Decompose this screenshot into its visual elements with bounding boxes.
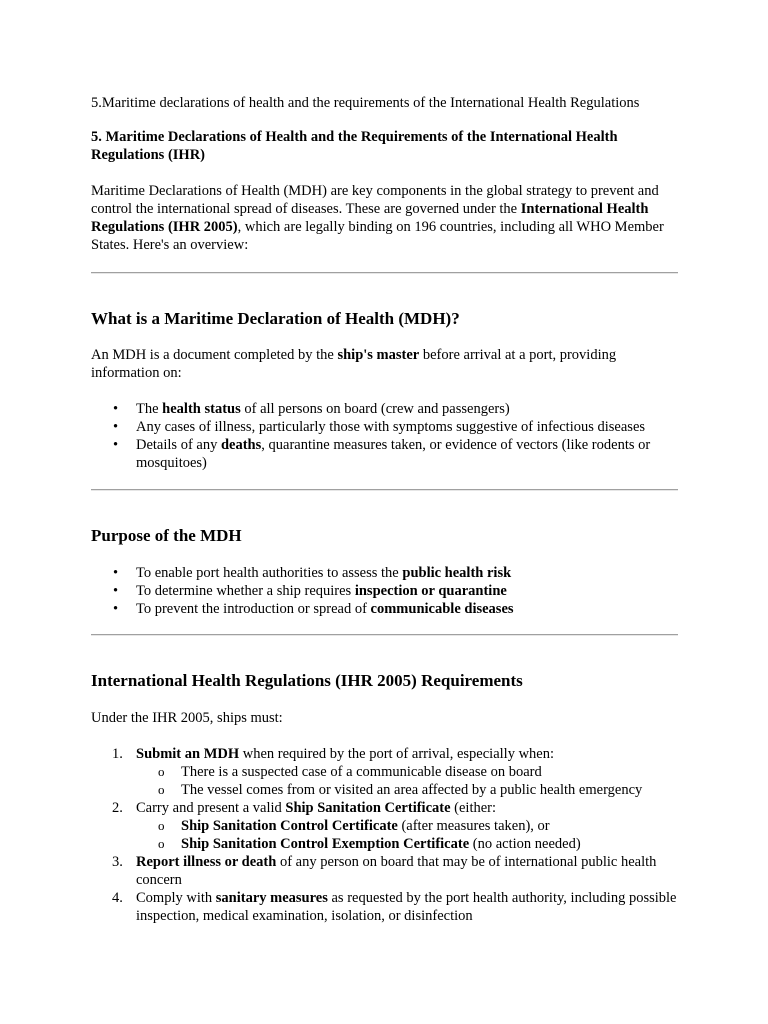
item-text: when required by the port of arrival, especially when: — [239, 746, 554, 762]
para-text: An MDH is a document completed by the — [91, 347, 338, 363]
horizontal-rule — [91, 489, 678, 491]
item-text: Carry and present a valid — [136, 800, 286, 816]
item-bold: communicable diseases — [370, 601, 514, 617]
sub-list-item — [136, 817, 679, 835]
item-bold: Submit an MDH — [136, 746, 240, 762]
para-bold: ship's master — [337, 347, 420, 363]
intro-text: Maritime Declarations of Health (MDH) are key components in the global strategy to prevent and control the international spread of diseases. These are governed under the — [91, 183, 659, 217]
sub-item-text: The vessel comes from or visited an area affected by a public health emergency — [181, 782, 643, 798]
numbered-item — [91, 745, 679, 799]
item-text: (either: — [450, 800, 497, 816]
sub-list-item — [136, 781, 679, 799]
sub-list — [136, 817, 679, 853]
item-number: 4. — [112, 890, 123, 906]
item-text: of any person on board that may be of international public health concern — [136, 854, 657, 888]
ihr-requirements-list — [91, 745, 679, 925]
section3-paragraph: Under the IHR 2005, ships must: — [91, 710, 283, 726]
item-text: To prevent the introduction or spread of — [136, 601, 371, 617]
sub-list-item — [136, 763, 679, 781]
item-bold: health status — [162, 401, 241, 417]
section-heading-purpose: Purpose of the MDH — [91, 526, 242, 545]
para-text: before arrival at a port, providing information on: — [91, 347, 617, 381]
horizontal-rule — [91, 634, 678, 636]
sub-item-text: (no action needed) — [469, 836, 581, 852]
document-heading: 5. Maritime Declarations of Health and the Requirements of the International Health Regulations (IHR) — [91, 129, 618, 163]
document-title: 5.Maritime declarations of health and the requirements of the International Health Regulations — [91, 95, 640, 111]
list-item — [91, 436, 679, 472]
sub-list-item — [136, 835, 679, 853]
item-text: of all persons on board (crew and passengers) — [240, 401, 510, 417]
item-bold: inspection or quarantine — [354, 583, 507, 599]
item-number: 3. — [112, 854, 123, 870]
sub-item-text: There is a suspected case of a communicable disease on board — [181, 764, 542, 780]
intro-text: , which are legally binding on 196 countries, including all WHO Member States. Here's an overview: — [91, 219, 664, 253]
item-number: 1. — [112, 746, 123, 762]
item-bold: deaths — [220, 437, 262, 453]
item-bold: public health risk — [402, 565, 512, 581]
item-text: The — [136, 401, 163, 417]
item-text: To enable port health authorities to assess the — [136, 565, 403, 581]
item-text: To determine whether a ship requires — [136, 583, 355, 599]
item-text: Any cases of illness, particularly those with symptoms suggestive of infectious diseases — [136, 419, 646, 435]
list-item — [91, 564, 679, 582]
sub-item-bold: Ship Sanitation Control Exemption Certificate — [181, 836, 470, 852]
section-heading-what-is-mdh: What is a Maritime Declaration of Health (MDH)? — [91, 309, 460, 328]
sub-item-bold: Ship Sanitation Control Certificate — [181, 818, 398, 834]
numbered-item — [91, 853, 679, 889]
item-text: , quarantine measures taken, or evidence of vectors (like rodents or mosquitoes) — [136, 437, 651, 471]
item-bold: sanitary measures — [215, 890, 328, 906]
sub-list — [136, 763, 679, 799]
item-text: Details of any — [136, 437, 221, 453]
item-bold: Report illness or death — [136, 854, 277, 870]
horizontal-rule — [91, 272, 678, 274]
mdh-info-list — [91, 400, 679, 472]
numbered-item — [91, 889, 679, 925]
list-item — [91, 582, 679, 600]
item-text: Comply with — [136, 890, 216, 906]
item-number: 2. — [112, 800, 123, 816]
list-item — [91, 600, 679, 618]
list-item — [91, 418, 679, 436]
sub-item-text: (after measures taken), or — [397, 818, 550, 834]
section1-paragraph — [91, 346, 679, 382]
item-bold: Ship Sanitation Certificate — [285, 800, 451, 816]
intro-paragraph — [91, 182, 679, 254]
item-text: as requested by the port health authority, including possible inspection, medical examination, isolation, or disinfection — [136, 890, 677, 924]
list-item — [91, 400, 679, 418]
section-heading-ihr-requirements: International Health Regulations (IHR 2005) Requirements — [91, 671, 523, 690]
numbered-item — [91, 799, 679, 853]
purpose-list — [91, 564, 679, 618]
intro-bold: International Health Regulations (IHR 2005) — [91, 201, 649, 235]
